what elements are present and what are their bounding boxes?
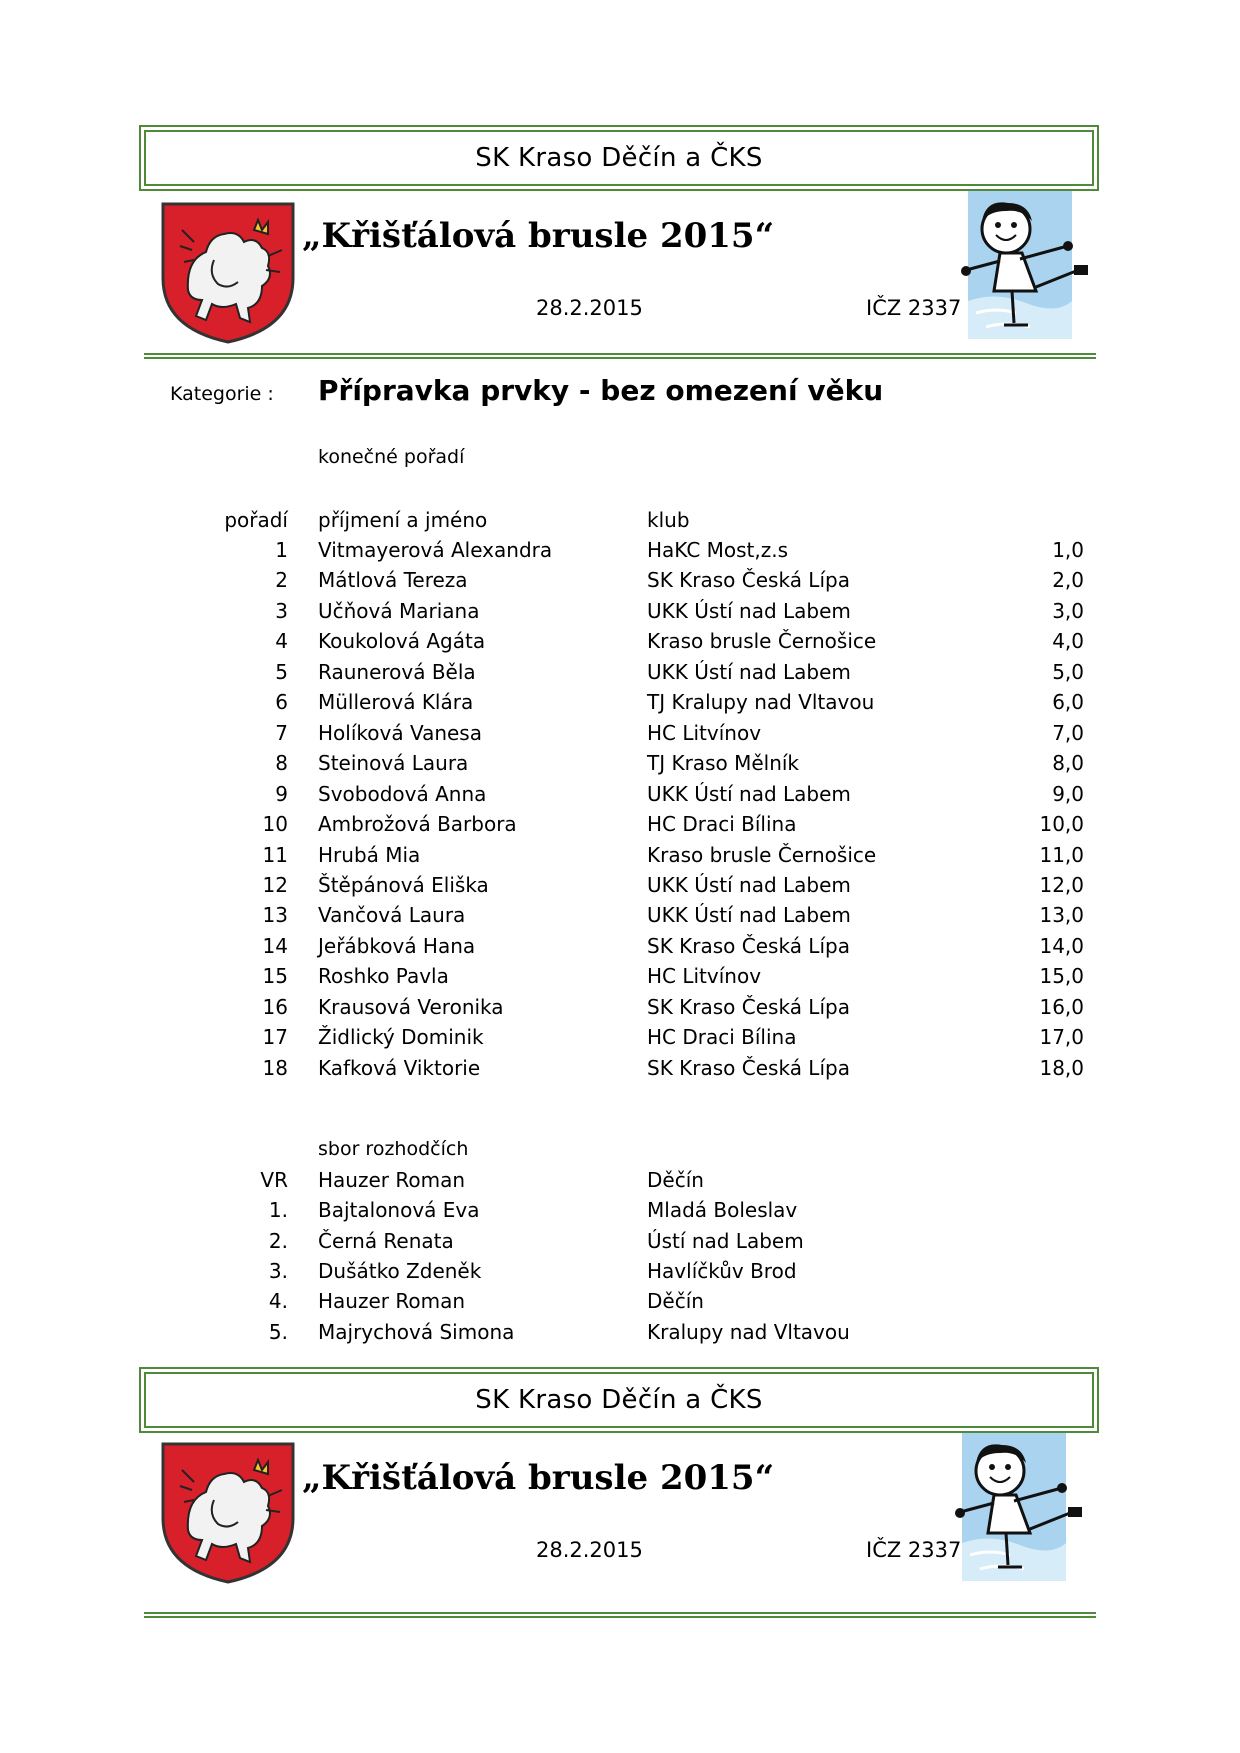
club-cell: SK Kraso Česká Lípa: [647, 568, 850, 593]
club-cell: HC Draci Bílina: [647, 1025, 797, 1050]
judge-role: 3.: [268, 1258, 288, 1283]
club-cell: UKK Ústí nad Labem: [647, 598, 851, 623]
judge-row: [0, 1320, 1240, 1350]
judge-city: Havlíčkův Brod: [647, 1258, 797, 1283]
organizer-name: SK Kraso Děčín a ČKS: [475, 1385, 763, 1415]
table-row: [0, 903, 1240, 933]
club-cell: SK Kraso Česká Lípa: [647, 1055, 850, 1080]
judges-title: sbor rozhodčích: [318, 1138, 469, 1160]
event-date: 28.2.2015: [536, 1538, 643, 1562]
name-cell: Koukolová Agáta: [318, 629, 486, 654]
rank-cell: 15: [262, 964, 288, 989]
rank-cell: 10: [262, 812, 288, 837]
name-cell: Müllerová Klára: [318, 690, 474, 715]
rank-cell: 2: [275, 568, 288, 593]
event-title: „Křišťálová brusle 2015“: [302, 216, 775, 256]
table-row: [0, 782, 1240, 812]
judge-city: Kralupy nad Vltavou: [647, 1319, 850, 1344]
category-label: Kategorie :: [170, 383, 274, 405]
score-cell: 4,0: [1052, 629, 1084, 654]
club-cell: SK Kraso Česká Lípa: [647, 994, 850, 1019]
judge-name: Majrychová Simona: [318, 1319, 515, 1344]
rank-cell: 8: [275, 751, 288, 776]
judge-row: [0, 1168, 1240, 1198]
judge-name: Hauzer Roman: [318, 1289, 466, 1314]
name-cell: Vitmayerová Alexandra: [318, 538, 553, 562]
score-cell: 5,0: [1052, 659, 1084, 684]
score-cell: 9,0: [1052, 781, 1084, 806]
club-cell: Kraso brusle Černošice: [647, 842, 877, 867]
organizer-name: SK Kraso Děčín a ČKS: [475, 143, 763, 173]
table-row: [0, 964, 1240, 994]
judge-role: 5.: [268, 1319, 288, 1344]
judge-row: [0, 1259, 1240, 1289]
name-cell: Ambrožová Barbora: [318, 812, 517, 837]
score-cell: 11,0: [1039, 842, 1084, 867]
event-icz: IČZ 2337: [866, 1538, 962, 1562]
judge-row: [0, 1198, 1240, 1228]
score-cell: 16,0: [1039, 994, 1084, 1019]
organizer-banner-bottom: [144, 1372, 1094, 1428]
judge-role: 2.: [268, 1228, 288, 1253]
score-cell: 3,0: [1052, 598, 1084, 623]
judge-name: Hauzer Roman: [318, 1168, 466, 1192]
rank-cell: 13: [262, 903, 288, 928]
table-row: [0, 599, 1240, 629]
results-subtitle: konečné pořadí: [318, 446, 465, 468]
name-cell: Štěpánová Eliška: [318, 872, 489, 897]
judge-city: Mladá Boleslav: [647, 1198, 798, 1223]
score-cell: 15,0: [1039, 964, 1084, 989]
club-cell: HC Litvínov: [647, 964, 762, 989]
rank-cell: 3: [275, 598, 288, 623]
table-row: [0, 660, 1240, 690]
table-row: [0, 751, 1240, 781]
table-row: [0, 843, 1240, 873]
skater-image: [950, 1433, 1088, 1581]
name-cell: Židlický Dominik: [318, 1025, 484, 1050]
category-name: Přípravka prvky - bez omezení věku: [318, 374, 884, 407]
rank-cell: 4: [275, 629, 288, 654]
name-cell: Vančová Laura: [318, 903, 466, 928]
club-cell: UKK Ústí nad Labem: [647, 872, 851, 897]
name-cell: Hrubá Mia: [318, 842, 421, 867]
table-row: [0, 629, 1240, 659]
table-row: [0, 690, 1240, 720]
club-cell: HC Litvínov: [647, 720, 762, 745]
score-cell: 13,0: [1039, 903, 1084, 928]
rank-cell: 5: [275, 659, 288, 684]
judge-role: 4.: [268, 1289, 288, 1314]
name-header: příjmení a jméno: [318, 508, 488, 532]
score-cell: 1,0: [1052, 538, 1084, 562]
rank-cell: 11: [262, 842, 288, 867]
score-cell: 8,0: [1052, 751, 1084, 776]
table-row: [0, 812, 1240, 842]
score-cell: 10,0: [1039, 812, 1084, 837]
club-cell: HC Draci Bílina: [647, 812, 797, 837]
judge-role: 1.: [268, 1198, 288, 1223]
rank-cell: 9: [275, 781, 288, 806]
name-cell: Roshko Pavla: [318, 964, 449, 989]
footer-divider: [144, 1612, 1096, 1618]
score-cell: 14,0: [1039, 933, 1084, 958]
name-cell: Raunerová Běla: [318, 659, 476, 684]
name-cell: Krausová Veronika: [318, 994, 504, 1019]
name-cell: Svobodová Anna: [318, 781, 487, 806]
results-header-row: [0, 508, 1240, 538]
judge-row: [0, 1289, 1240, 1319]
coat-of-arms-image: [158, 1440, 298, 1585]
rank-cell: 12: [262, 872, 288, 897]
club-cell: TJ Kralupy nad Vltavou: [647, 690, 875, 715]
rank-cell: 18: [262, 1055, 288, 1080]
score-cell: 17,0: [1039, 1025, 1084, 1050]
score-cell: 12,0: [1039, 872, 1084, 897]
event-title: „Křišťálová brusle 2015“: [302, 1458, 775, 1498]
club-cell: SK Kraso Česká Lípa: [647, 933, 850, 958]
score-cell: 6,0: [1052, 690, 1084, 715]
table-row: [0, 873, 1240, 903]
header-divider: [144, 353, 1096, 359]
score-cell: 2,0: [1052, 568, 1084, 593]
name-cell: Jeřábková Hana: [318, 933, 476, 958]
name-cell: Kafková Viktorie: [318, 1055, 481, 1080]
judge-role: VR: [260, 1168, 288, 1192]
event-icz: IČZ 2337: [866, 296, 962, 320]
organizer-banner: [144, 130, 1094, 186]
club-cell: UKK Ústí nad Labem: [647, 903, 851, 928]
name-cell: Mátlová Tereza: [318, 568, 468, 593]
name-cell: Steinová Laura: [318, 751, 469, 776]
coat-of-arms-image: [158, 200, 298, 345]
club-cell: UKK Ústí nad Labem: [647, 781, 851, 806]
rank-header: pořadí: [224, 508, 288, 532]
judge-name: Bajtalonová Eva: [318, 1198, 480, 1223]
table-row: [0, 1025, 1240, 1055]
club-cell: HaKC Most,z.s: [647, 538, 789, 562]
judge-city: Děčín: [647, 1289, 704, 1314]
judge-city: Ústí nad Labem: [647, 1228, 804, 1253]
rank-cell: 14: [262, 933, 288, 958]
club-cell: TJ Kraso Mělník: [647, 751, 800, 776]
rank-cell: 1: [275, 538, 288, 562]
table-row: [0, 1056, 1240, 1086]
table-row: [0, 538, 1240, 568]
club-header: klub: [647, 508, 690, 532]
rank-cell: 7: [275, 720, 288, 745]
club-cell: Kraso brusle Černošice: [647, 629, 877, 654]
rank-cell: 6: [275, 690, 288, 715]
judge-name: Dušátko Zdeněk: [318, 1258, 482, 1283]
table-row: [0, 721, 1240, 751]
club-cell: UKK Ústí nad Labem: [647, 659, 851, 684]
rank-cell: 16: [262, 994, 288, 1019]
name-cell: Učňová Mariana: [318, 598, 480, 623]
name-cell: Holíková Vanesa: [318, 720, 482, 745]
table-row: [0, 995, 1240, 1025]
skater-image: [956, 191, 1094, 339]
judge-city: Děčín: [647, 1168, 704, 1192]
judge-row: [0, 1229, 1240, 1259]
event-date: 28.2.2015: [536, 296, 643, 320]
table-row: [0, 934, 1240, 964]
judge-name: Černá Renata: [318, 1228, 454, 1253]
table-row: [0, 568, 1240, 598]
score-cell: 7,0: [1052, 720, 1084, 745]
score-cell: 18,0: [1039, 1055, 1084, 1080]
rank-cell: 17: [262, 1025, 288, 1050]
